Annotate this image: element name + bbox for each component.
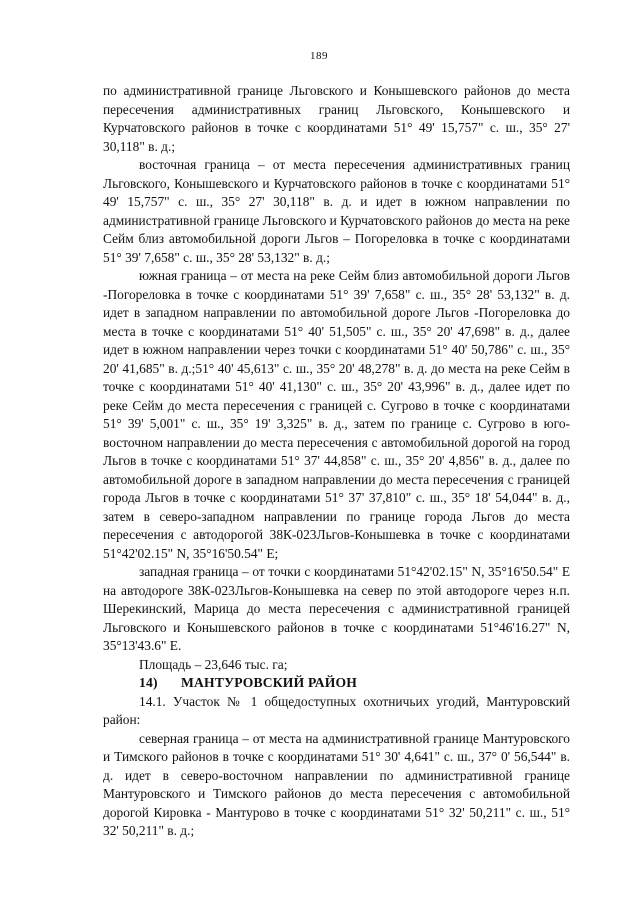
paragraph-western-boundary: западная граница – от точки с координатами 51°42'02.15" N, 35°16'50.54" E на автодороге 38К-023Льгов-Конышевка на север по этой автодороге через н.п. Шерекинский, Марица до места пересечения с административной границей Льговского и Конышевского районов в точке с координатами 51°46'16.27" N, 35°13'43.6" E. [103,564,570,653]
paragraph-plot-northern-boundary: северная граница – от места на административной границе Мантуровского и Тимского районов в точке с координатами 51° 30' 4,641" с. ш., 37° 0' 56,544" в. д. идет в северо-восточном направлении по административной границе Мантуровского и Тимского районов до места пересечения с автомобильной дорогой Кировка - Мантурово в точке с координатами 51° 32' 50,211" с. ш., 51° 32' 50,211" в. д.; [103,730,570,838]
paragraph-area: Площадь – 23,646 тыс. га; [139,656,288,672]
paragraph-northern-boundary-end: по административной границе Льговского и Конышевского районов до места пересечения административных границ Льговского, Конышевского и Курчатовского районов в точке с координатами 51° 49' 15,757" с. ш., 35° 27' 30,118" в. д.; [103,83,570,154]
paragraph-southern-boundary: южная граница – от места на реке Сейм близ автомобильной дороги Льгов -Погореловка в точке с координатами 51° 39' 7,658" с. ш., 35° 28' 53,132" в. д. идет в западном направлении по автомобильной дороге Льгов -Погореловка до места в точке с координатами 51° 40' 51,505" с. ш., 35° 20' 47,698" в. д., далее идет в южном направлении через точки с координатами 51° 40' 50,786" с. ш., 35° 20' 41,685" в. д.;51° 40' 45,613" с. ш., 35° 20' 48,278" в. д. до места на реке Сейм в точке с координатами 51° 40' 41,130" с. ш., 35° 20' 43,996" в. д., далее идет по реке Сейм до места пересечения с границей с. Сугрово в точке с координатами 51° 39' 5,001" с. ш., 35° 19' 3,325" в. д., затем по границе с. Сугрово в юго-восточном направлении до места пересечения с автомобильной дорогой на город Льгов в точке с координатами 51° 37' 44,858" с. ш., 35° 20' 4,856" в. д., далее по автомобильной дороге в западном направлении до места пересечения с границей города Льгов в точке с координатами 51° 37' 37,810" с. ш., 35° 18' 54,044" в. д., затем в северо-западном направлении по границе города Льгов до места пересечения с автодорогой 38К-023Льгов-Конышевка в точке с координатами 51°42'02.15" N, 35°16'50.54" E; [103,268,570,561]
page-number: 189 [310,50,328,62]
section-title: МАНТУРОВСКИЙ РАЙОН [181,675,358,690]
section-number: 14) [139,675,158,690]
paragraph-eastern-boundary: восточная граница – от места пересечения административных границ Льговского, Конышевского и Курчатовского районов в точке с координатами 51° 49' 15,757" с. ш., 35° 27' 30,118" в. д. и идет в южном направлении по административной границе Льговского и Курчатовского районов до места на реке Сейм близ автомобильной дороги Льгов – Погореловка в точке с координатами 51° 39' 7,658" с. ш., 35° 28' 53,132" в. д.; [103,157,570,265]
section-heading [103,674,570,693]
paragraph-plot-title: 14.1. Участок № 1 общедоступных охотничьих угодий, Мантуровский район: [103,693,570,727]
document-body [103,82,570,841]
